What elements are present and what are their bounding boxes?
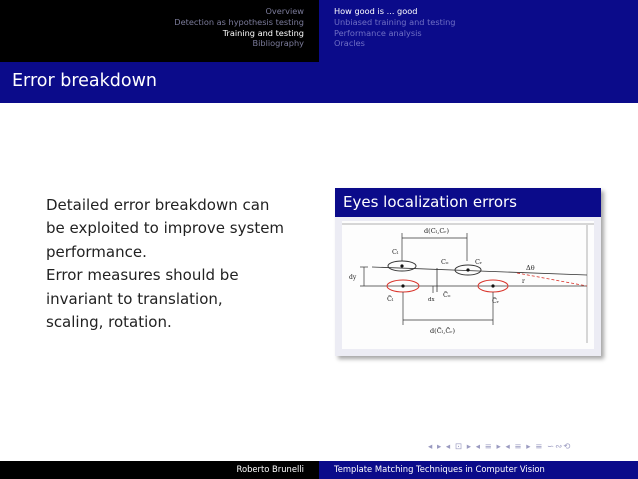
subsection-nav: [334, 6, 456, 49]
figure-block: [335, 188, 601, 356]
body-text: [46, 194, 316, 334]
nav-section-training[interactable]: Training and testing: [222, 27, 304, 38]
body-line: Detailed error breakdown can: [46, 196, 270, 214]
block-title: Eyes localization errors: [335, 188, 601, 217]
label-cl: Cₗ: [392, 248, 399, 256]
nav-section-detection[interactable]: Detection as hypothesis testing: [174, 16, 304, 27]
frame-title-bar: [0, 62, 638, 103]
label-cr-true: C̃ᵣ: [492, 297, 500, 305]
body-line: invariant to translation,: [46, 289, 223, 308]
header-bar: [0, 0, 638, 62]
nav-section-overview[interactable]: Overview: [265, 6, 304, 16]
nav-section-bibliography[interactable]: Bibliography: [252, 38, 304, 49]
label-r: r: [522, 278, 525, 285]
label-cr: Cᵣ: [475, 258, 483, 266]
section-nav: [174, 6, 304, 49]
beamer-navigation-symbols[interactable]: ◂ ▸ ◂ ⊡ ▸ ◂ ≡ ▸ ◂ ≡ ▸ ≡ ∽∾⟲: [428, 442, 572, 452]
footer-title: Template Matching Techniques in Computer Vision: [334, 464, 545, 474]
label-cl-true: C̃ₗ: [387, 295, 394, 303]
body-line: be exploited to improve system: [46, 219, 285, 238]
label-dist-top: d(Cₗ,Cᵣ): [424, 227, 450, 235]
label-co-true: C̃ₒ: [443, 291, 451, 299]
nav-subsection-how-good[interactable]: How good is ... good: [334, 6, 418, 16]
body-line: performance.: [46, 242, 147, 261]
label-delta: Δθ: [526, 264, 535, 272]
block-body: [342, 221, 594, 349]
body-line: Error measures should be: [46, 266, 239, 285]
footer-bar: [0, 461, 638, 479]
label-dy: dy: [349, 274, 357, 281]
body-line: scaling, rotation.: [46, 313, 172, 332]
nav-subsection-performance[interactable]: Performance analysis: [334, 27, 422, 38]
label-dx: dx: [428, 297, 435, 303]
label-dist-bottom: d(C̃ₗ,C̃ᵣ): [430, 327, 456, 335]
label-co: Cₒ: [441, 258, 449, 266]
nav-subsection-unbiased[interactable]: Unbiased training and testing: [334, 16, 456, 27]
footer-author: Roberto Brunelli: [236, 464, 304, 474]
frame-title: Error breakdown: [12, 71, 157, 91]
eye-localization-diagram: [342, 221, 594, 349]
nav-subsection-oracles[interactable]: Oracles: [334, 38, 365, 49]
